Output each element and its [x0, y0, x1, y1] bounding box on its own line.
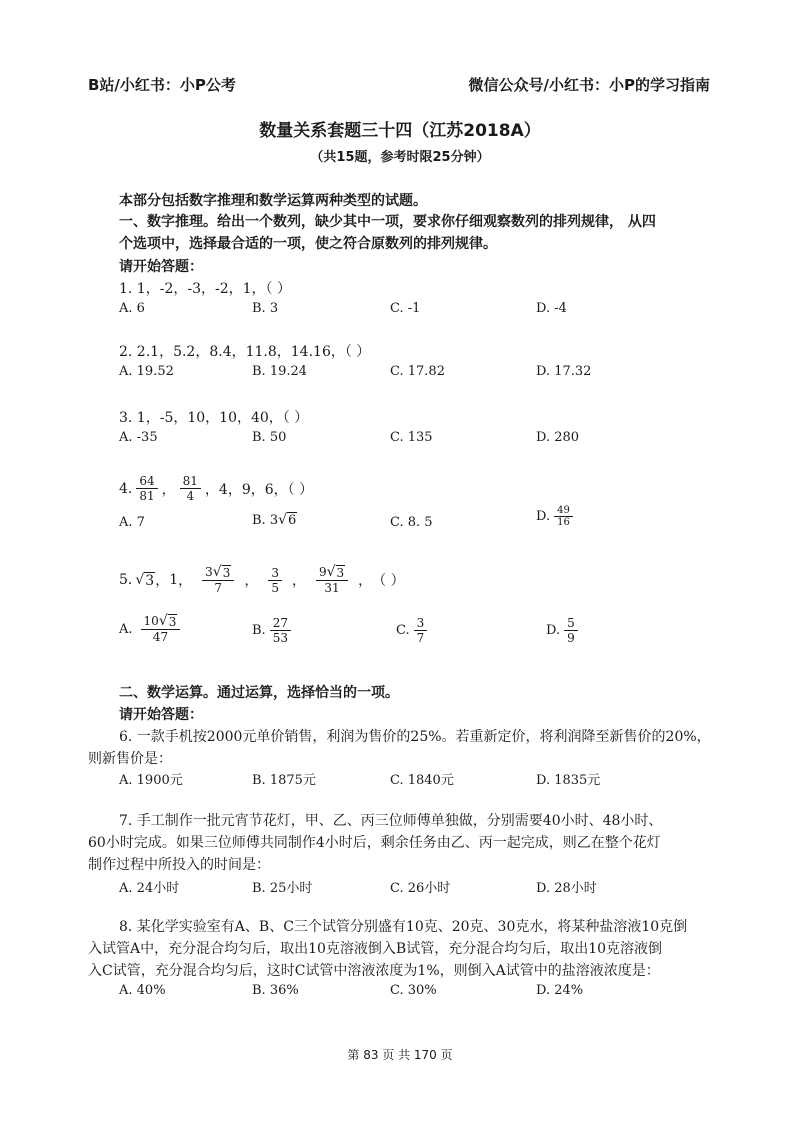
- q7-line-1: 7. 手工制作一批元宵节花灯，甲、乙、丙三位师傅单独做，分别需要40小时、48小时、: [119, 813, 663, 829]
- q7-line-2: 60小时完成。如果三位师傅共同制作4小时后，剩余任务由乙、丙一起完成，则乙在整个花灯: [88, 835, 661, 851]
- q6-option-d: D. 1835元: [536, 773, 601, 788]
- q2-stem: 2. 2.1，5.2，8.4，11.8，14.16，（ ）: [119, 344, 371, 360]
- q6-option-b: B. 1875元: [252, 773, 316, 788]
- header-right: 微信公众号/小红书：小P的学习指南: [468, 76, 710, 94]
- q3-option-c: C. 135: [390, 430, 433, 445]
- q4-option-d-frac: $\frac{49}{16}$: [554, 505, 573, 528]
- q8-option-b: B. 36%: [252, 983, 299, 998]
- q4-option-c: C. 8. 5: [390, 515, 433, 530]
- intro-line-1: 本部分包括数字推理和数学运算两种类型的试题。: [119, 193, 427, 209]
- q5-option-d: D. $\frac{5}{9}$: [546, 616, 582, 645]
- q1-option-c: C. -1: [390, 301, 421, 316]
- q4-number: 4.: [119, 480, 133, 497]
- q7-option-d: D. 28小时: [536, 881, 597, 896]
- q2-option-d: D. 17.32: [536, 364, 592, 379]
- q1-option-b: B. 3: [252, 301, 279, 316]
- q4-term-2-den: 4: [186, 489, 195, 503]
- q4-option-a: A. 7: [119, 515, 145, 530]
- q5-option-c: C. $\frac{3}{7}$: [396, 616, 431, 645]
- q4-term-1-num: 64: [136, 474, 157, 489]
- q3-stem: 3. 1，-5，10，10，40，（ ）: [119, 410, 309, 426]
- intro-line-2: 一、数字推理。给出一个数列，缺少其中一项，要求你仔细观察数列的排列规律， 从四: [119, 214, 656, 230]
- page-subtitle: （共15题，参考时限25分钟）: [310, 150, 490, 165]
- q1-stem: 1. 1，-2，-3，-2，1，（ ）: [119, 281, 291, 297]
- q3-option-b: B. 50: [252, 430, 287, 445]
- q8-option-d: D. 24%: [536, 983, 584, 998]
- q1-option-a: A. 6: [119, 301, 145, 316]
- q4-term-1: [136, 474, 157, 503]
- q4-term-1-den: 81: [139, 489, 155, 503]
- q4-option-b-radical: √ 6: [278, 512, 297, 528]
- q8-option-a: A. 40%: [119, 983, 166, 998]
- q2-option-a: A. 19.52: [119, 364, 174, 379]
- intro-line-3: 个选项中，选择最合适的一项，使之符合原数列的排列规律。: [119, 236, 497, 252]
- q5-term-5: 9 √ 3 31: [316, 565, 348, 595]
- q5-option-a: A. 10 √ 3 47: [119, 614, 184, 644]
- q7-option-b: B. 25小时: [252, 881, 313, 896]
- part2-start: 请开始答题：: [119, 707, 203, 723]
- q3-option-d: D. 280: [536, 430, 580, 445]
- q7-option-c: C. 26小时: [390, 881, 451, 896]
- q8-option-c: C. 30%: [390, 983, 437, 998]
- part2-title: 二、数学运算。通过运算，选择恰当的一项。: [119, 685, 399, 701]
- header-left: B站/小红书：小P公考: [88, 76, 236, 94]
- q8-line-1: 8. 某化学实验室有A、B、C三个试管分别盛有10克、20克、30克水，将某种盐溶液10克倒: [119, 919, 688, 935]
- q2-option-b: B. 19.24: [252, 364, 308, 379]
- q6-option-a: A. 1900元: [119, 773, 183, 788]
- q4-option-b-pre: B. 3: [252, 512, 279, 528]
- q5-term-1: √ 3: [135, 571, 155, 589]
- q4-option-d: [536, 505, 577, 528]
- q5-option-b: B. $\frac{27}{53}$: [252, 616, 295, 645]
- q5-number: 5.: [119, 572, 133, 588]
- q3-option-a: A. -35: [119, 430, 158, 445]
- intro-start: 请开始答题：: [119, 259, 203, 275]
- q4-rest: ，4，9，6，（ ）: [204, 481, 314, 498]
- q7-line-3: 制作过程中所投入的时间是：: [88, 857, 270, 873]
- q8-line-3: 入C试管，充分混合均匀后，这时C试管中溶液浓度为1%，则倒入A试管中的盐溶液浓度是：: [88, 963, 660, 979]
- q8-line-2: 入试管A中，充分混合均匀后，取出10克溶液倒入B试管，充分混合均匀后，取出10克溶液倒: [88, 941, 663, 957]
- q4-option-d-pre: D.: [536, 509, 551, 524]
- q5-term-4: $\frac{3}{5}$: [268, 566, 282, 595]
- q6-line-2: 则新售价是：: [88, 751, 172, 767]
- q4-option-b: [252, 512, 297, 528]
- q4-term-2-num: 81: [180, 474, 201, 489]
- q1-option-d: D. -4: [536, 301, 567, 316]
- page-title: 数量关系套题三十四（江苏2018A）: [259, 121, 541, 141]
- q5-stem: 5. √ 3 ， 1 ， 3 √ 3 7 ， $\frac{3}{5}$ ， 9 √ 3 31 ， （ ）: [119, 564, 405, 595]
- q4-stem: 4. $\frac{64}{81}$ ， $\frac{81}{4}$ ，4，9，6，（ ）: [119, 474, 314, 503]
- q7-option-a: A. 24小时: [119, 881, 180, 896]
- q2-option-c: C. 17.82: [390, 364, 445, 379]
- q6-line-1: 6. 一款手机按2000元单价销售，利润为售价的25%。若重新定价，将利润降至新售价的20%，: [119, 729, 711, 745]
- page-footer: 第 83 页 共 170 页: [347, 1048, 453, 1062]
- q5-term-2: 1: [169, 572, 179, 588]
- q5-term-3: 3 √ 3 7: [202, 565, 234, 595]
- q6-option-c: C. 1840元: [390, 773, 454, 788]
- q4-term-2: [180, 474, 201, 503]
- q5-blank: （ ）: [372, 573, 405, 589]
